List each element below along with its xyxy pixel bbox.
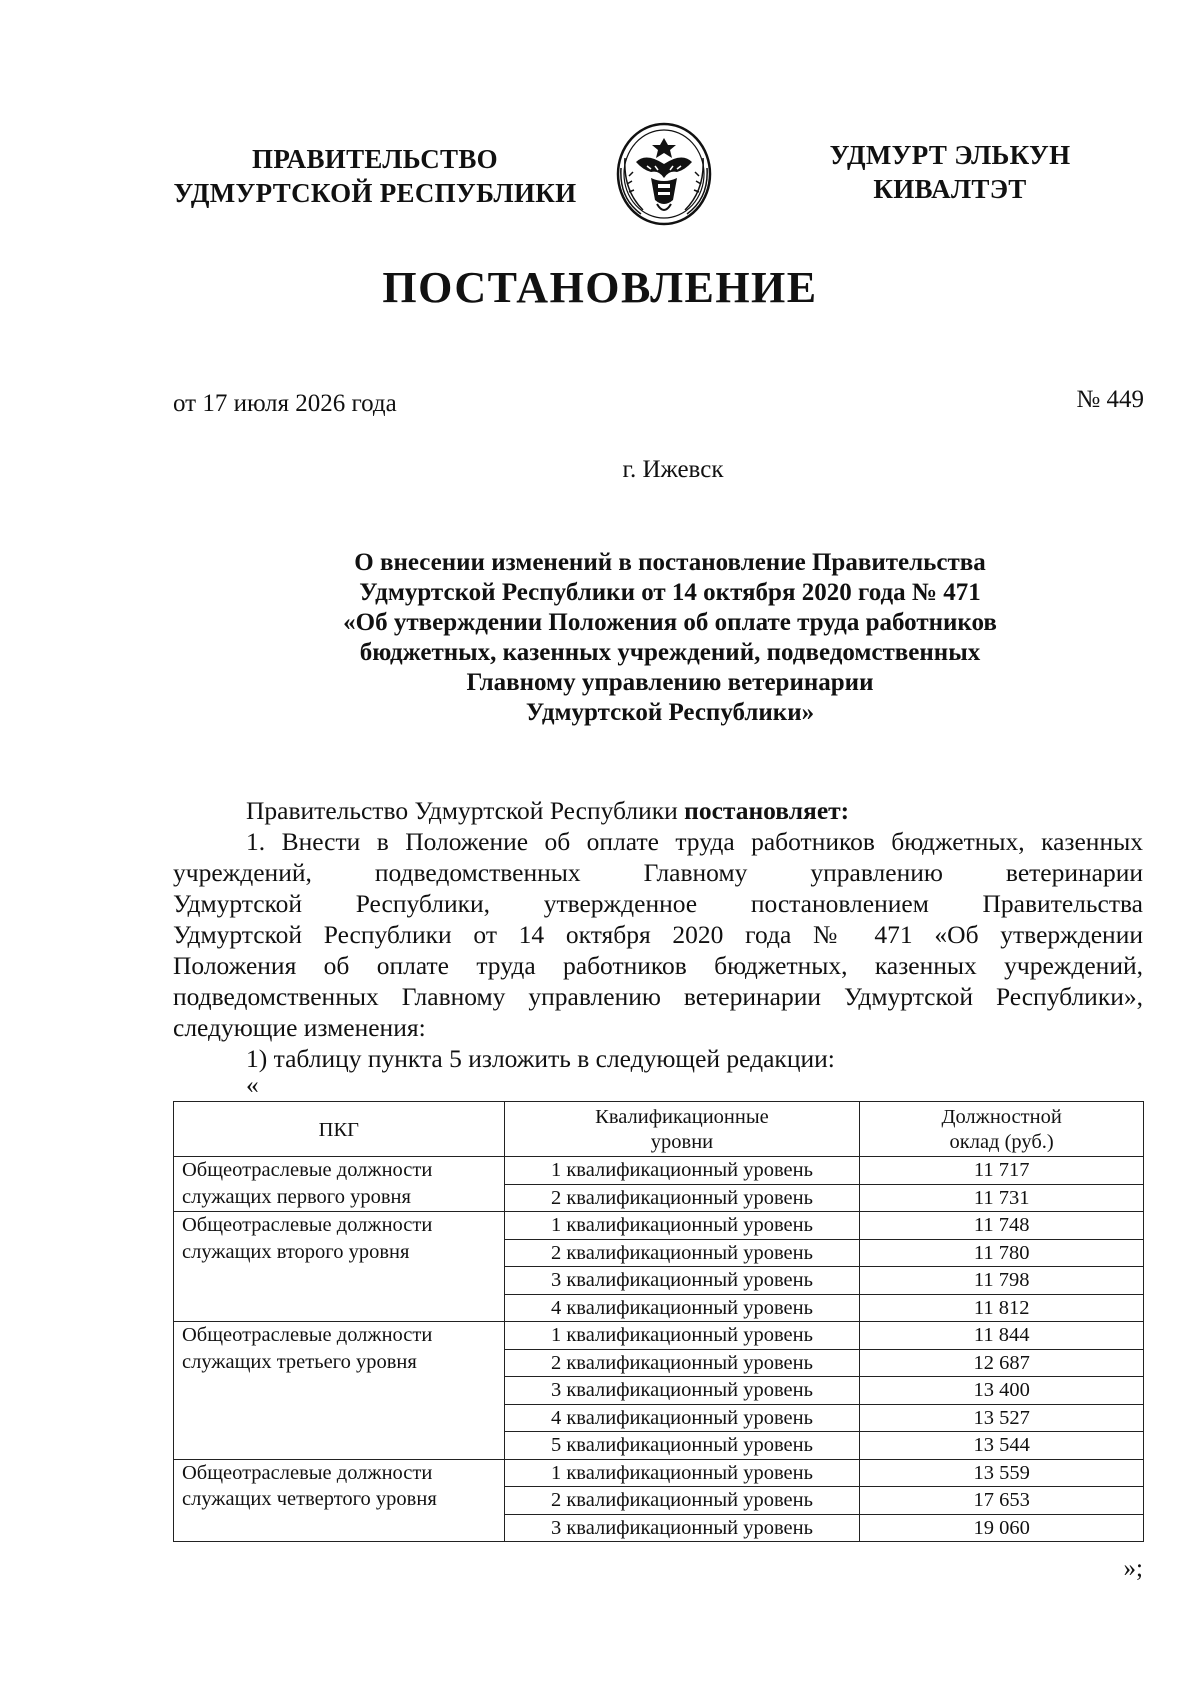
level-cell: 2 квалификационный уровень <box>504 1184 860 1212</box>
org-name-udmurt <box>795 138 1105 206</box>
salary-cell: 11 717 <box>860 1157 1144 1185</box>
level-cell: 3 квалификационный уровень <box>504 1267 860 1295</box>
salary-table <box>173 1101 1144 1542</box>
preamble-text: Правительство Удмуртской Республики <box>246 796 685 825</box>
item1-line: следующие изменения: <box>173 1013 426 1042</box>
org-name-russian-line1: ПРАВИТЕЛЬСТВО <box>252 144 498 174</box>
header-salary-line2: оклад (руб.) <box>949 1131 1054 1153</box>
salary-cell: 17 653 <box>860 1487 1144 1515</box>
document-date: от 17 июля 2026 года <box>173 390 397 417</box>
subject-line: Удмуртской Республики от 14 октября 2020 года № 471 <box>359 579 981 606</box>
subject-line: бюджетных, казенных учреждений, подведомственных <box>359 639 981 666</box>
document-number: № 449 <box>1076 386 1144 413</box>
group-name-line1: Общеотраслевые должности <box>182 1324 433 1346</box>
level-cell: 2 квалификационный уровень <box>504 1349 860 1377</box>
level-cell: 1 квалификационный уровень <box>504 1157 860 1185</box>
subitem1: 1) таблицу пункта 5 изложить в следующей редакции: <box>246 1044 835 1073</box>
group-cell <box>174 1459 505 1542</box>
header-level <box>504 1102 860 1157</box>
item1-line: подведомственных Главному управлению ветеринарии Удмуртской Республики», <box>173 982 1143 1011</box>
table-row <box>174 1212 1144 1240</box>
salary-cell: 19 060 <box>860 1514 1144 1542</box>
group-name-line2: служащих второго уровня <box>182 1240 410 1263</box>
org-name-udmurt-line2: КИВАЛТЭТ <box>873 174 1027 204</box>
group-cell <box>174 1322 505 1460</box>
item1-line: Удмуртской Республики, утвержденное постановлением Правительства <box>173 889 1143 918</box>
org-name-russian <box>150 142 600 210</box>
item1-line: Положения об оплате труда работников бюджетных, казенных учреждений, <box>173 951 1143 980</box>
org-name-udmurt-line1: УДМУРТ ЭЛЬКУН <box>829 140 1071 170</box>
item1-line: Удмуртской Республики от 14 октября 2020 года № 471 «Об утверждении <box>173 920 1143 949</box>
level-cell: 4 квалификационный уровень <box>504 1404 860 1432</box>
salary-cell: 13 559 <box>860 1459 1144 1487</box>
salary-cell: 11 780 <box>860 1239 1144 1267</box>
item1-line: учреждений, подведомственных Главному управлению ветеринарии <box>173 858 1143 887</box>
document-city: г. Ижевск <box>622 456 724 483</box>
group-name-line1: Общеотраслевые должности <box>182 1461 433 1484</box>
item1-line: 1. Внести в Положение об оплате труда работников бюджетных, казенных <box>246 827 1143 856</box>
document-body <box>173 795 1143 1099</box>
header-salary <box>860 1102 1144 1157</box>
quote-open-mark: « <box>246 1070 259 1099</box>
salary-cell: 13 544 <box>860 1432 1144 1460</box>
subject-line: Главному управлению ветеринарии <box>466 669 874 696</box>
preamble <box>173 795 1143 826</box>
level-cell: 3 квалификационный уровень <box>504 1377 860 1405</box>
level-cell: 1 квалификационный уровень <box>504 1212 860 1240</box>
level-cell: 5 квалификационный уровень <box>504 1432 860 1460</box>
group-name-line1: Общеотраслевые должности <box>182 1214 433 1236</box>
table-row <box>174 1459 1144 1487</box>
group-cell <box>174 1212 505 1322</box>
subject-line: О внесении изменений в постановление Правительства <box>354 549 986 576</box>
subject-line: Удмуртской Республики» <box>525 699 815 726</box>
table-row <box>174 1157 1144 1185</box>
org-name-russian-line2: УДМУРТСКОЙ РЕСПУБЛИКИ <box>173 178 577 208</box>
salary-cell: 11 731 <box>860 1184 1144 1212</box>
salary-cell: 13 527 <box>860 1404 1144 1432</box>
level-cell: 4 квалификационный уровень <box>504 1294 860 1322</box>
group-name-line2: служащих первого уровня <box>182 1185 411 1208</box>
table-header-row <box>174 1102 1144 1157</box>
document-subject <box>250 548 1090 728</box>
salary-cell: 12 687 <box>860 1349 1144 1377</box>
level-cell: 3 квалификационный уровень <box>504 1514 860 1542</box>
salary-cell: 11 812 <box>860 1294 1144 1322</box>
preamble-decision: постановляет: <box>684 796 850 825</box>
header-group: ПКГ <box>174 1102 505 1157</box>
header-salary-line1: Должностной <box>941 1106 1062 1128</box>
quote-close-mark: »; <box>1123 1555 1143 1582</box>
group-name-line2: служащих четвертого уровня <box>182 1488 437 1510</box>
table-row <box>174 1322 1144 1350</box>
level-cell: 2 квалификационный уровень <box>504 1487 860 1515</box>
document-type-title: ПОСТАНОВЛЕНИЕ <box>382 263 818 312</box>
group-name-line2: служащих третьего уровня <box>182 1350 417 1373</box>
header-level-line1: Квалификационные <box>595 1106 769 1128</box>
level-cell: 1 квалификационный уровень <box>504 1459 860 1487</box>
level-cell: 2 квалификационный уровень <box>504 1239 860 1267</box>
salary-cell: 11 844 <box>860 1322 1144 1350</box>
group-name-line1: Общеотраслевые должности <box>182 1159 433 1181</box>
level-cell: 1 квалификационный уровень <box>504 1322 860 1350</box>
header-level-line2: уровни <box>650 1131 714 1153</box>
subject-line: «Об утверждении Положения об оплате труда работников <box>343 609 997 636</box>
salary-cell: 11 798 <box>860 1267 1144 1295</box>
udmurtia-coat-of-arms-icon <box>611 118 717 230</box>
salary-cell: 13 400 <box>860 1377 1144 1405</box>
group-cell <box>174 1157 505 1212</box>
salary-cell: 11 748 <box>860 1212 1144 1240</box>
